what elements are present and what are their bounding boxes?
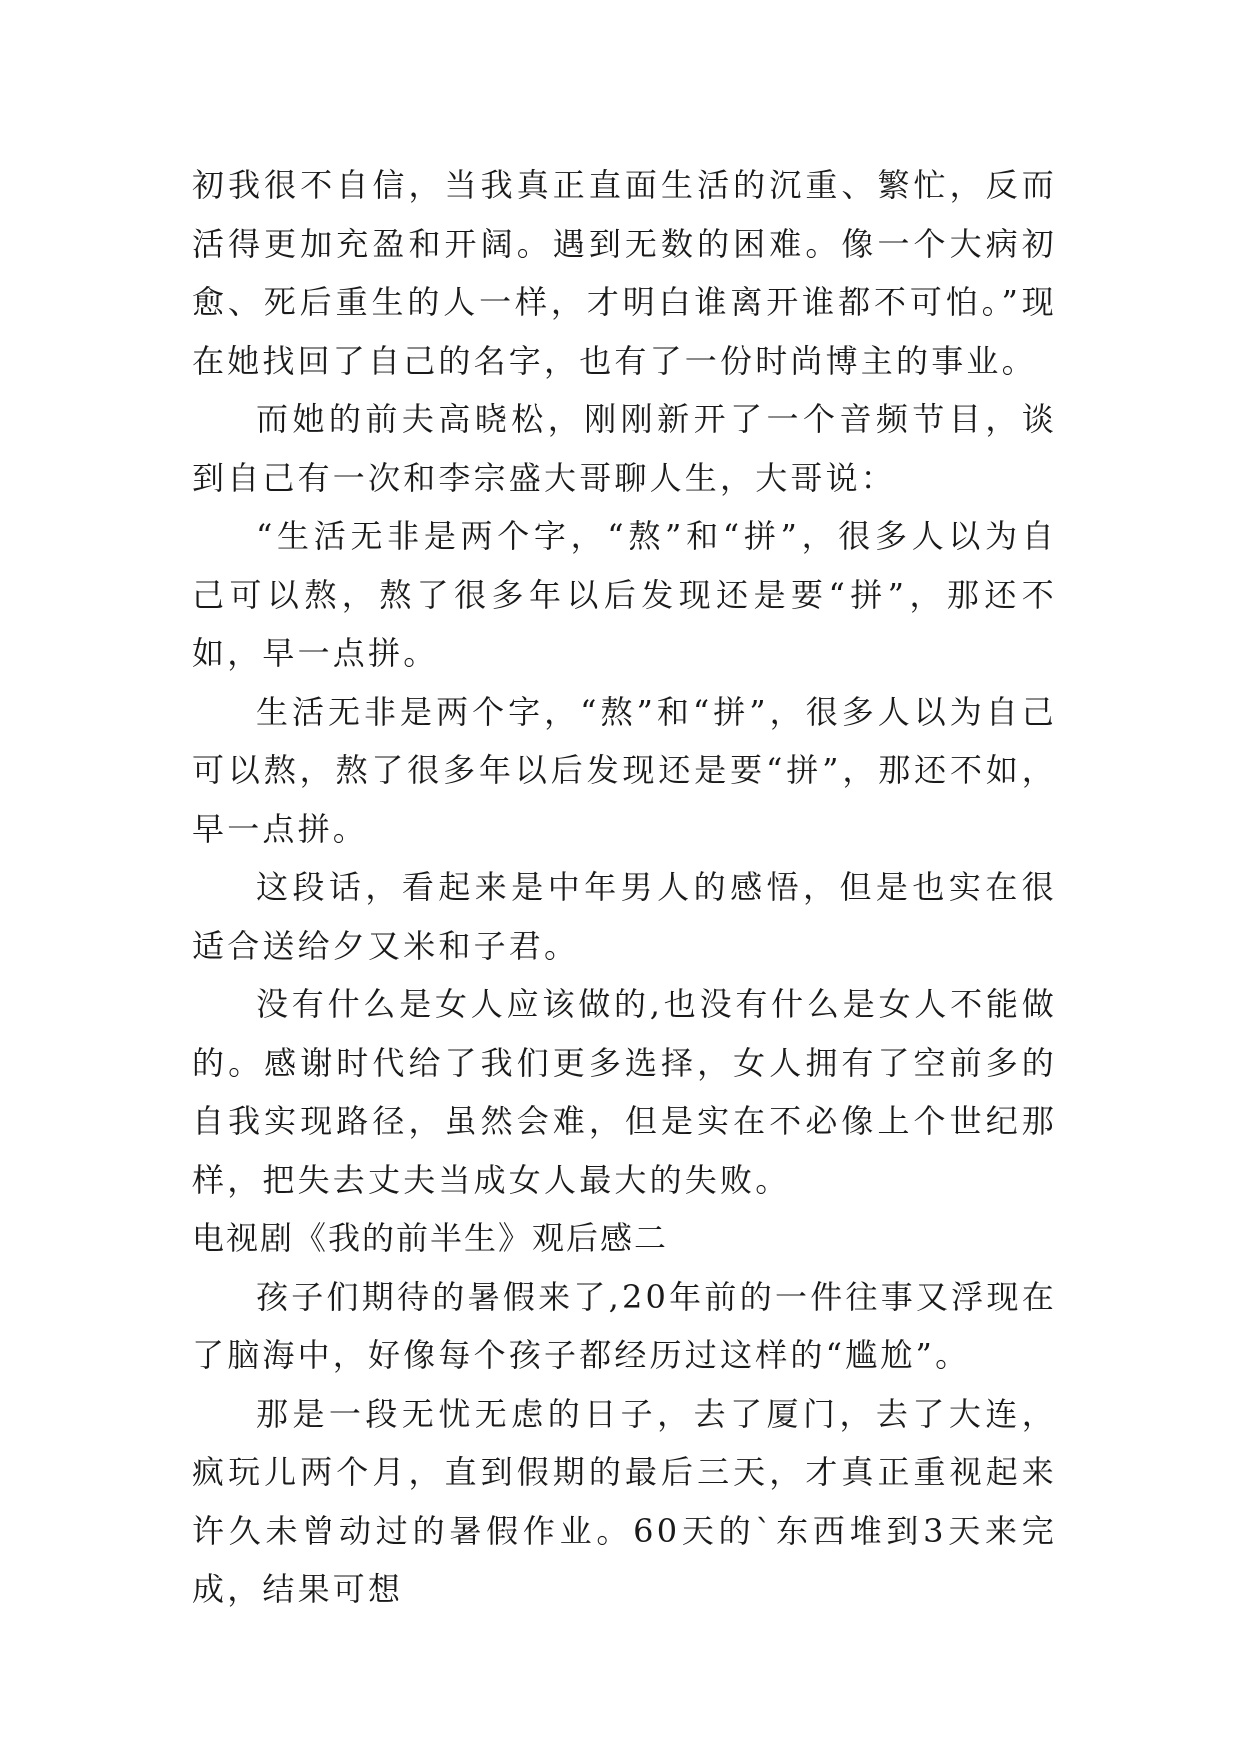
paragraph-1: 初我很不自信，当我真正直面生活的沉重、繁忙，反而活得更加充盈和开阔。遇到无数的困难。像一个大病初愈、死后重生的人一样，才明白谁离开谁都不可怕。”现在她找回了自己的名字，也有了一份时尚博主的事业。 <box>192 166 1057 380</box>
paragraph-3-quote: “生活无非是两个字，“熬”和“拼”，很多人以为自己可以熬，熬了很多年以后发现还是要“拼”，那还不如，早一点拼。 <box>192 517 1057 672</box>
section-paragraph-2: 那是一段无忧无虑的日子，去了厦门，去了大连，疯玩儿两个月，直到假期的最后三天，才真正重视起来许久未曾动过的暑假作业。60天的`东西堆到3天来完成，结果可想 <box>192 1394 1057 1608</box>
paragraph-4: 生活无非是两个字，“熬”和“拼”，很多人以为自己可以熬，熬了很多年以后发现还是要“拼”，那还不如，早一点拼。 <box>192 692 1057 848</box>
document-body <box>192 156 1057 1619</box>
section-paragraph-1: 孩子们期待的暑假来了,20年前的一件往事又浮现在了脑海中，好像每个孩子都经历过这样的“尴尬”。 <box>192 1277 1057 1374</box>
paragraph-6: 没有什么是女人应该做的,也没有什么是女人不能做的。感谢时代给了我们更多选择，女人拥有了空前多的自我实现路径，虽然会难，但是实在不必像上个世纪那样，把失去丈夫当成女人最大的失败。 <box>192 985 1057 1199</box>
paragraph-5: 这段话，看起来是中年男人的感悟，但是也实在很适合送给夕又米和子君。 <box>192 868 1057 965</box>
section-heading: 电视剧《我的前半生》观后感二 <box>192 1219 669 1257</box>
paragraph-2: 而她的前夫高晓松，刚刚新开了一个音频节目，谈到自己有一次和李宗盛大哥聊人生，大哥说： <box>192 400 1057 497</box>
